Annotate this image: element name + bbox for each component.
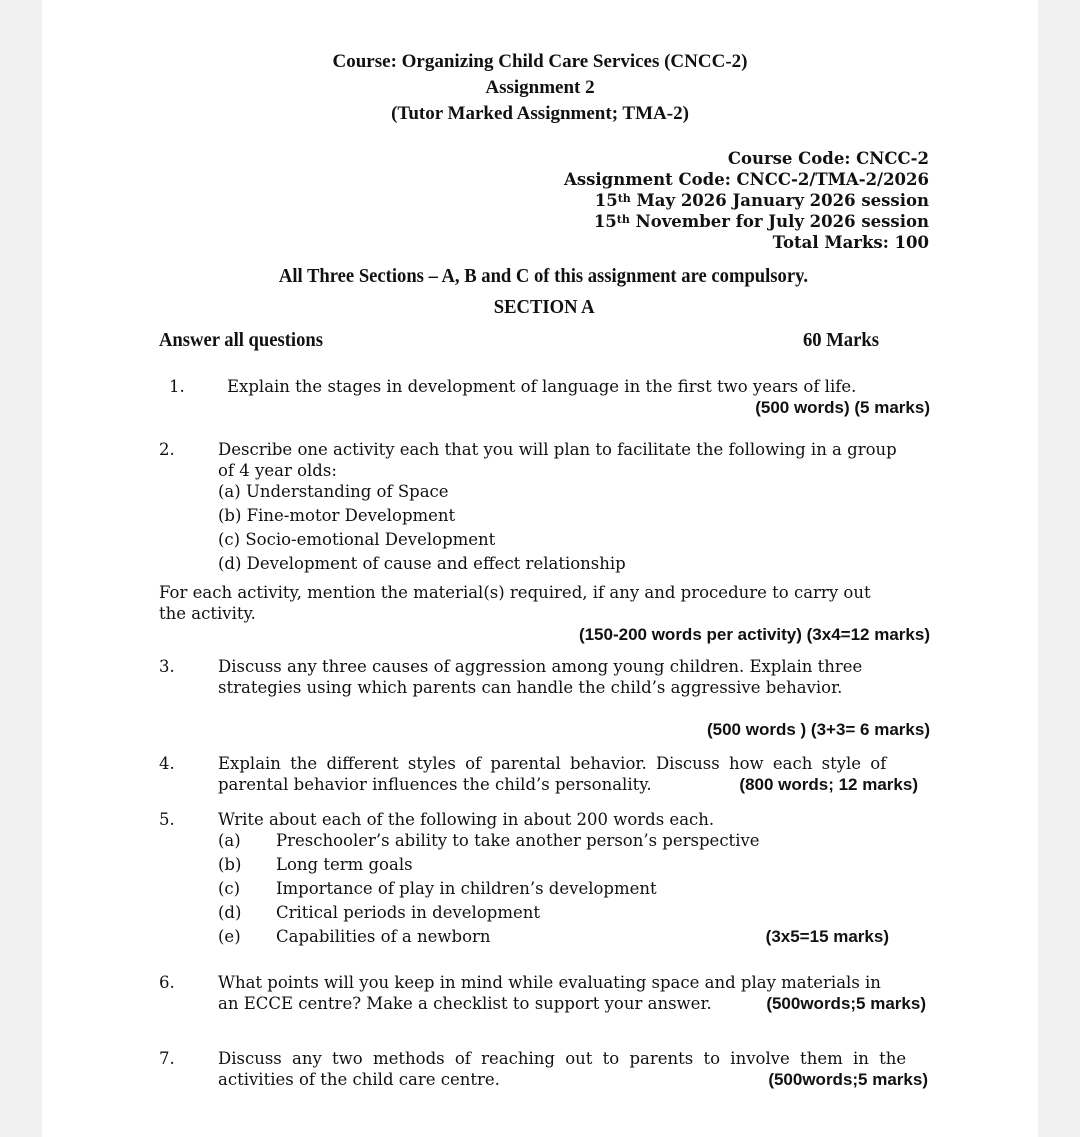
- question-text: What points will you keep in mind while evaluating space and play materials in: [218, 973, 881, 992]
- section-title-wrap: [0, 296, 1080, 319]
- submission-date-july: [594, 212, 929, 231]
- section-marks: 60 Marks: [803, 329, 879, 351]
- question-text: an ECCE centre? Make a checklist to support your answer.: [218, 994, 712, 1013]
- question-text: Explain the stages in development of language in the first two years of life.: [227, 377, 857, 396]
- question-marks: (500words;5 marks): [768, 1070, 928, 1089]
- date2-sup: th: [616, 213, 630, 226]
- date1-sup: th: [617, 192, 631, 205]
- question-number: 7.: [159, 1049, 175, 1068]
- list-item: Preschooler’s ability to take another person’s perspective: [276, 831, 760, 850]
- question-text: Discuss any three causes of aggression among young children. Explain three: [218, 657, 863, 676]
- date1-rest: May 2026 January 2026 session: [630, 191, 929, 210]
- list-item: (c) Socio-emotional Development: [218, 530, 496, 549]
- course-code: Course Code: CNCC-2: [727, 149, 929, 168]
- question-text: Write about each of the following in about 200 words each.: [218, 810, 715, 829]
- course-title: Course: Organizing Child Care Services (CNCC-2): [332, 51, 748, 72]
- list-item-label: (e): [218, 927, 241, 946]
- question-followup: For each activity, mention the material(s) required, if any and procedure to carry out: [159, 583, 871, 602]
- question-marks: (800 words; 12 marks): [739, 775, 918, 794]
- question-text: activities of the child care centre.: [218, 1070, 500, 1089]
- answer-all-questions: Answer all questions: [159, 329, 323, 351]
- tma-subtitle: (Tutor Marked Assignment; TMA-2): [391, 103, 689, 124]
- question-number: 3.: [159, 657, 175, 676]
- assignment-title: Assignment 2: [485, 77, 595, 98]
- list-item-label: (a): [218, 831, 241, 850]
- list-item: Critical periods in development: [276, 903, 540, 922]
- question-marks: (500words;5 marks): [766, 994, 926, 1013]
- list-item: (a) Understanding of Space: [218, 482, 449, 501]
- question-number: 1.: [169, 377, 185, 396]
- question-number: 2.: [159, 440, 175, 459]
- list-item: (b) Fine-motor Development: [218, 506, 456, 525]
- list-item: Long term goals: [276, 855, 413, 874]
- list-item-label: (d): [218, 903, 242, 922]
- question-text: Explain the different styles of parental behavior. Discuss how each style of: [218, 754, 887, 773]
- list-item: Importance of play in children’s development: [276, 879, 657, 898]
- list-item: Capabilities of a newborn: [276, 927, 491, 946]
- question-number: 6.: [159, 973, 175, 992]
- total-marks: Total Marks: 100: [772, 233, 929, 252]
- submission-date-january: [595, 191, 929, 210]
- question-text: Discuss any two methods of reaching out to parents to involve them in the: [218, 1049, 907, 1068]
- question-marks: (500 words ) (3+3= 6 marks): [706, 720, 930, 739]
- date2-rest: November for July 2026 session: [629, 212, 929, 231]
- question-text: strategies using which parents can handle the child’s aggressive behavior.: [218, 678, 843, 697]
- assignment-code: Assignment Code: CNCC-2/TMA-2/2026: [564, 170, 929, 189]
- date1-day: 15: [594, 191, 618, 210]
- list-item-label: (b): [218, 855, 242, 874]
- date2-day: 15: [593, 212, 617, 231]
- question-followup: the activity.: [159, 604, 256, 623]
- question-number: 4.: [159, 754, 175, 773]
- question-marks: (150-200 words per activity) (3x4=12 marks): [578, 625, 930, 644]
- list-item-label: (c): [218, 879, 241, 898]
- question-number: 5.: [159, 810, 175, 829]
- question-marks: (500 words) (5 marks): [755, 398, 930, 417]
- question-marks: (3x5=15 marks): [765, 927, 889, 946]
- instructions: All Three Sections – A, B and C of this assignment are compulsory.: [278, 265, 809, 287]
- list-item: (d) Development of cause and effect relationship: [218, 554, 626, 573]
- question-text: parental behavior influences the child’s personality.: [218, 775, 652, 794]
- question-text: of 4 year olds:: [218, 461, 337, 480]
- instructions-wrap: [0, 265, 1080, 288]
- question-text: Describe one activity each that you will plan to facilitate the following in a group: [218, 440, 897, 459]
- section-title: SECTION A: [494, 296, 595, 318]
